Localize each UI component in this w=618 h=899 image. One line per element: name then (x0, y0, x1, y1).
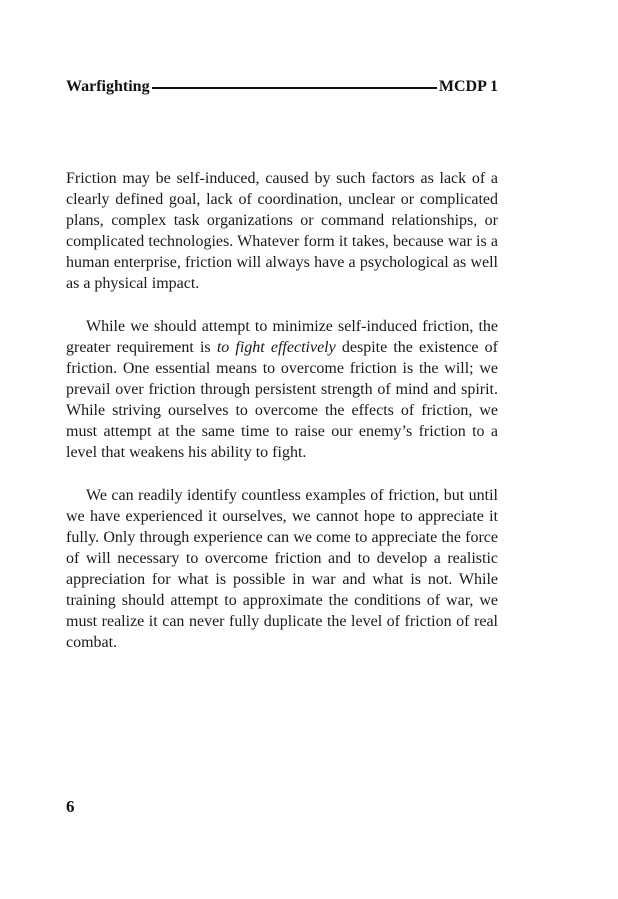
paragraph-2-before: While we should attempt to minimize self-induced friction, the greater requirement is (66, 318, 498, 356)
body-text (66, 168, 498, 675)
page-number: 6 (66, 797, 75, 816)
header-title-left: Warfighting (66, 78, 150, 95)
header-rule (152, 87, 437, 89)
paragraph-2-emphasis: to fight effectively (216, 339, 336, 356)
paragraph-3: We can readily identify countless examples of friction, but until we have experienced it ourselves, we cannot hope to appreciate it fully. Only through experience can we come to appreciate the force of will necessary to overcome friction and to develop a realistic appreciation for what is possible in war and what is not. While training should attempt to approximate the conditions of war, we must realize it can never fully duplicate the level of friction of real combat. (66, 487, 498, 651)
paragraph-2-after: despite the existence of friction. One essential means to overcome friction is the will; we prevail over friction through persistent strength of mind and spirit. While striving ourselves to overcome the effects of friction, we must attempt at the same time to raise our enemy’s friction to a level that weakens his ability to fight. (66, 339, 499, 461)
paragraph-2 (66, 316, 498, 463)
running-header (66, 76, 498, 98)
paragraph-1: Friction may be self-induced, caused by such factors as lack of a clearly defined goal, lack of coordination, unclear or complicated plans, complex task organizations or command relationships, or complicated technologies. Whatever form it takes, because war is a human enterprise, friction will always have a psychological as well as a physical impact. (66, 170, 498, 292)
header-title-right: MCDP 1 (438, 78, 498, 95)
